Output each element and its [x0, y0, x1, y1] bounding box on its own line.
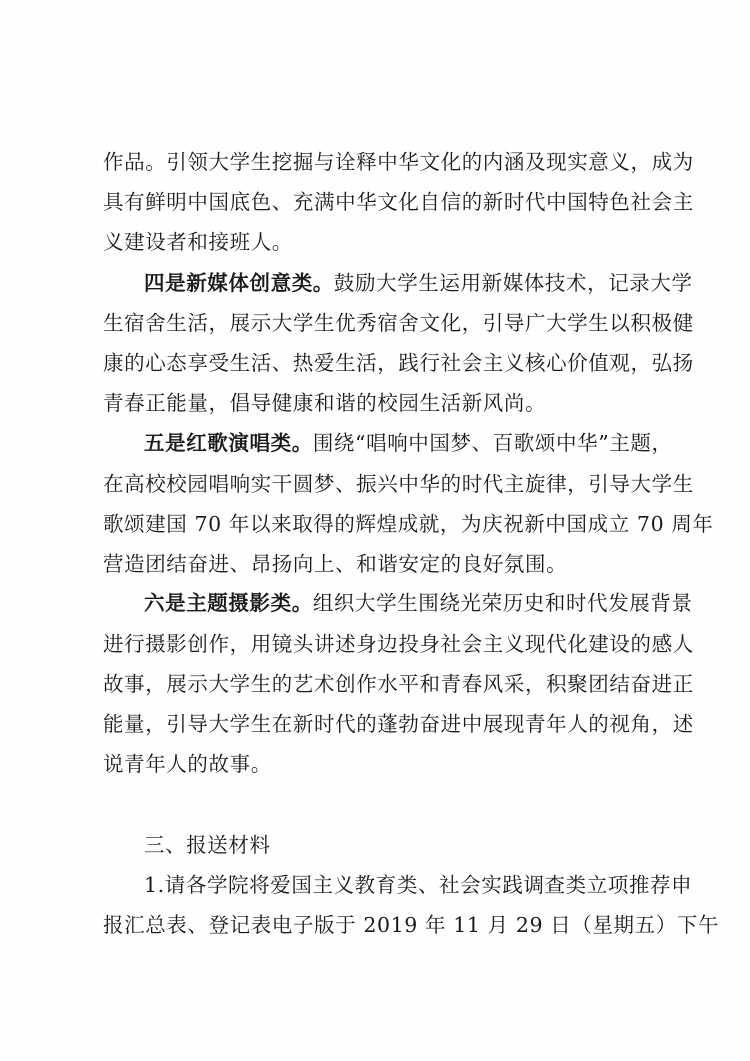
p4-heading: 六是主题摄影类。	[144, 591, 313, 615]
section-3-heading: 三、报送材料	[144, 833, 271, 857]
p3-line-2: 在高校校园唱响实干圆梦、振兴中华的时代主旋律，引导大学生	[103, 472, 694, 496]
p2-line-2: 生宿舍生活，展示大学生优秀宿舍文化，引导广大学生以积极健	[103, 311, 694, 335]
p4-line-1	[144, 588, 693, 618]
p4-first-line-rest: 组织大学生围绕光荣历史和时代发展背景	[312, 591, 693, 615]
p2-line-4: 青春正能量，倡导健康和谐的校园生活新风尚。	[103, 391, 547, 415]
p2-heading: 四是新媒体创意类。	[144, 271, 334, 295]
p3-heading: 五是红歌演唱类。	[144, 431, 313, 455]
p3-line-3: 歌颂建国 70 年以来取得的辉煌成就，为庆祝新中国成立 70 周年	[103, 512, 714, 536]
p4-line-4: 能量，引导大学生在新时代的蓬勃奋进中展现青年人的视角，述	[103, 712, 694, 736]
p1-line-1: 作品。引领大学生挖掘与诠释中华文化的内涵及现实意义，成为	[103, 150, 694, 174]
p4-line-5: 说青年人的故事。	[103, 752, 272, 776]
p1-line-3: 义建设者和接班人。	[103, 230, 293, 254]
p4-line-2: 进行摄影创作，用镜头讲述身边投身社会主义现代化建设的感人	[103, 632, 694, 656]
p2-line-1	[144, 268, 693, 298]
p3-line-4: 营造团结奋进、昂扬向上、和谐安定的良好氛围。	[103, 552, 568, 576]
p2-line-3: 康的心态享受生活、热爱生活，践行社会主义核心价值观，弘扬	[103, 351, 694, 375]
p5-line-2: 报汇总表、登记表电子版于 2019 年 11 月 29 日（星期五）下午	[103, 913, 720, 937]
p3-first-line-rest: 围绕“唱响中国梦、百歌颂中华”主题，	[312, 431, 673, 455]
p1-line-2: 具有鲜明中国底色、充满中华文化自信的新时代中国特色社会主	[103, 190, 694, 214]
p2-first-line-rest: 鼓励大学生运用新媒体技术，记录大学	[333, 271, 693, 295]
p4-line-3: 故事，展示大学生的艺术创作水平和青春风采，积聚团结奋进正	[103, 672, 694, 696]
p5-line-1: 1.请各学院将爱国主义教育类、社会实践调查类立项推荐申	[144, 873, 693, 897]
p3-line-1	[144, 428, 673, 458]
